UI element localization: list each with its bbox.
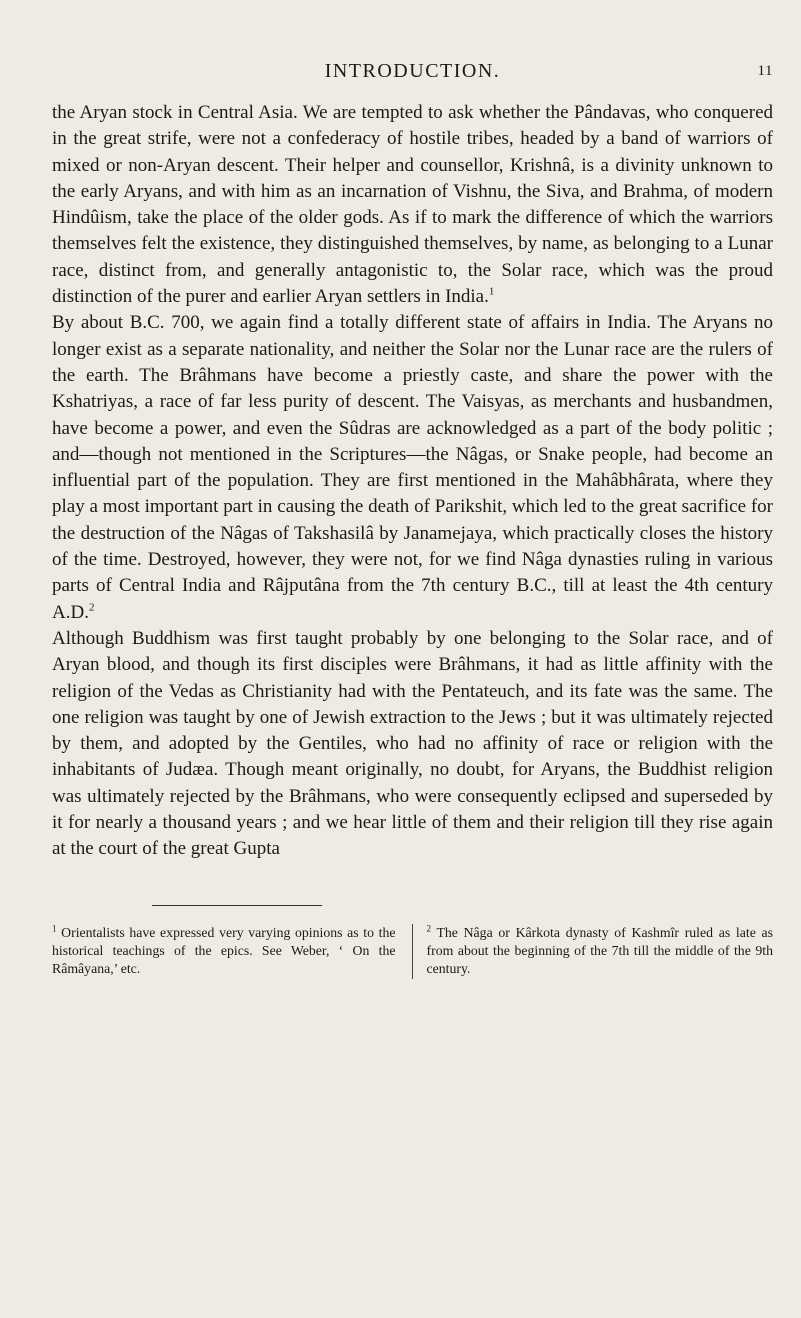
- footnotes: [52, 924, 773, 979]
- paragraph-text: the Aryan stock in Central Asia. We are tempted to ask whether the Pândavas, who conquered in the great strife, were not a confederacy of hostile tribes, headed by a band of warriors of mixed or non-Aryan descent. Their helper and counsellor, Krishnâ, is a divinity unknown to the early Aryans, and with him as an incarnation of Vishnu, the Siva, and Brahma, of modern Hindûism, take the place of the older gods. As if to mark the difference of which the warriors themselves felt the existence, they distinguished themselves, by name, as belonging to a Lunar race, distinct from, and generally antagonistic to, the Solar race, which was the proud distinction of the purer and earlier Aryan settlers in India.: [52, 102, 773, 308]
- body-text: [52, 100, 773, 863]
- footnote-mark-1: 1: [52, 923, 57, 934]
- paragraph-aryan-stock: [52, 100, 773, 310]
- running-head: [52, 52, 773, 90]
- footnote-1: [52, 924, 413, 979]
- footnote-divider: [152, 905, 322, 906]
- footnote-ref-2[interactable]: 2: [88, 601, 95, 614]
- running-head-title: INTRODUCTION.: [324, 60, 501, 82]
- paragraph-text: Although Buddhism was first taught probably by one belonging to the Solar race, and of Aryan blood, and though its first disciples were Brâhmans, it had as little affinity with the religion of the Vedas as Christianity had with the Pentateuch, and its fate was the same. The one religion was taught by one of Jewish extraction to the Jews ; but it was ultimately rejected by them, and adopted by the Gentiles, who had no affinity of race or religion with the inhabitants of Judæa. Though meant originally, no doubt, for Aryans, the Buddhist religion was ultimately rejected by the Brâhmans, who were consequently eclipsed and superseded by it for nearly a thousand years ; and we hear little of them and their religion till they rise again at the court of the great Gupta: [52, 627, 773, 860]
- paragraph-bc-700: [52, 310, 773, 626]
- paragraph-buddhism: [52, 626, 773, 863]
- book-page: [52, 52, 773, 979]
- paragraph-text: By about B.C. 700, we again find a totally different state of affairs in India. The Aryans no longer exist as a separate nationality, and neither the Solar nor the Lunar race are the rulers of the earth. The Brâhmans have become a priestly caste, and share the power with the Kshatriyas, a race of far less purity of descent. The Vaisyas, as merchants and husbandmen, have become a power, and even the Sûdras are acknowledged as a part of the body politic ; and—though not mentioned in the Scriptures—the Nâgas, or Snake people, had become an influential part of the population. They are first mentioned in the Mahâbhârata, where they play a most important part in causing the death of Parikshit, which led to the great sacrifice for the destruction of the Nâgas of Takshasilâ by Janamejaya, which practically closes the history of the time. Destroyed, however, they were not, for we find Nâga dynasties ruling in various parts of Central India and Râjputâna from the 7th century B.C., till at least the 4th century A.D.: [52, 312, 773, 623]
- footnote-ref-1[interactable]: 1: [488, 285, 495, 298]
- footnote-text-2: The Nâga or Kârkota dynasty of Kashmîr ruled as late as from about the beginning of the 7th till the middle of the 9th century.: [426, 924, 774, 977]
- page-number: 11: [757, 63, 773, 79]
- footnote-2: [413, 924, 774, 979]
- footnote-text-1: Orientalists have expressed very varying opinions as to the historical teachings of the epics. See Weber, ‘ On the Râmâyana,’ etc.: [52, 924, 396, 977]
- footnote-mark-2: 2: [426, 923, 431, 934]
